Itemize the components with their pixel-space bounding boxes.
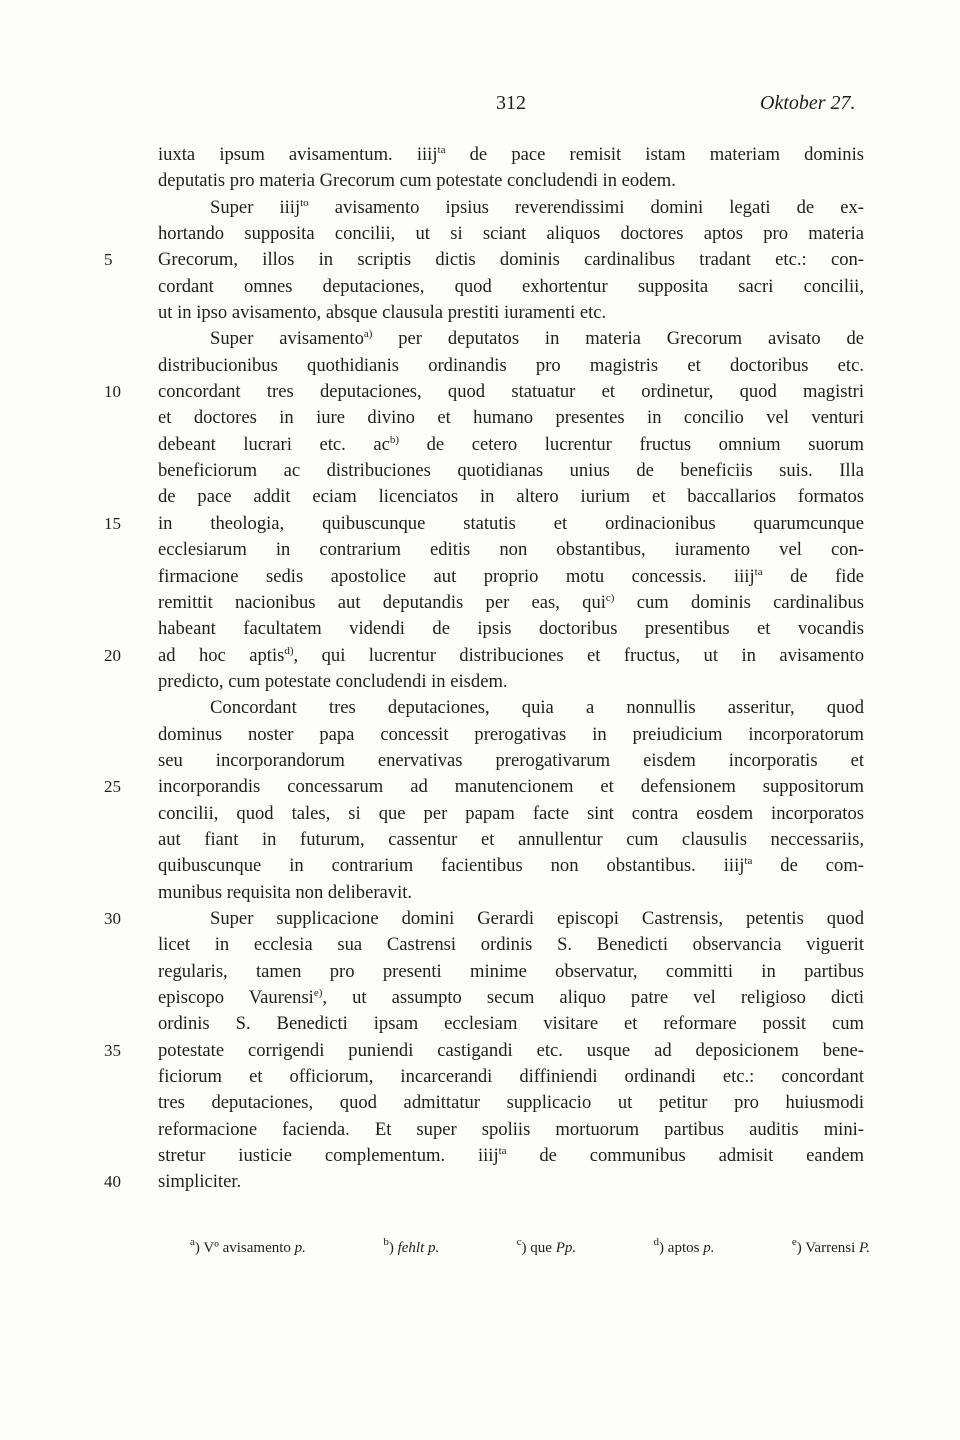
text-line [158,590,864,616]
footnotes [190,1236,870,1257]
line-number: 40 [104,1172,121,1192]
italic-text: fehlt p. [397,1240,440,1256]
footnote: $^a$) Vº avisamento p. [190,1236,306,1256]
text-run: licet in ecclesia sua Castrensi ordinis S. Benedicti observancia viguerit [158,934,864,956]
text-run: que [530,1240,556,1256]
text-run: incorporandis concessarum ad manutencionem et defensionem suppositorum [158,776,864,798]
text-line [158,1143,864,1169]
text-run: tres deputaciones, quod admittatur supplicacio ut petitur pro huiusmodi [158,1092,864,1114]
text-run: , qui lucrentur distribuciones et fructus, ut in avisamento [293,644,864,666]
text-run: Vº avisamento [203,1240,295,1256]
text-run: Grecorum, illos in scriptis dictis dominis cardinalibus tradant etc.: con- [158,249,864,271]
text-run: de cetero lucrentur fructus omnium suorum [399,433,864,455]
line-number: 15 [104,513,121,533]
text-line [158,142,864,168]
text-line [104,643,864,669]
superscript: c) [605,591,615,604]
text-line [158,537,864,563]
text-line [158,300,864,326]
text-run: de communibus admisit eandem [506,1145,864,1167]
text-line [158,880,864,906]
text-run: ficiorum et officiorum, incarcerandi diffiniendi ordinandi etc.: concordant [158,1066,864,1088]
text-run: iuxta ipsum avisamentum. iiij [158,144,438,165]
text-line [104,774,864,800]
text-line [158,669,864,695]
text-run: concordant tres deputaciones, quod statuatur et ordinetur, quod magistri [158,381,864,403]
text-line [158,564,864,590]
text-run: Super supplicacione domini Gerardi episcopi Castrensis, petentis quod [210,907,864,929]
text-run: aut fiant in futurum, cassentur et annullentur cum clausulis neccessariis, [158,828,864,850]
text-run: ordinis S. Benedicti ipsam ecclesiam visitare et reformare possit cum [158,1013,864,1035]
text-line [158,932,864,958]
text-run: de pace remisit istam materiam dominis [445,144,864,165]
line-number: 5 [104,250,113,270]
footnote: $^e$) Varrensi P. [791,1236,870,1256]
footnote: $^c$) que Pp. [516,1236,577,1256]
text-run: predicto, cum potestate concludendi in eisdem. [158,670,508,692]
line-number: 30 [104,908,121,928]
text-run: reformacione facienda. Et super spoliis mortuorum partibus auditis mini- [158,1118,864,1140]
text-run: de pace addit eciam licenciatos in altero iurium et baccallarios formatos [158,486,864,508]
footnote-mark: a [190,1236,195,1248]
text-run: distribucionibus quothidianis ordinandis pro magistris et doctoribus etc. [158,354,864,376]
running-head: Oktober 27. [760,92,856,114]
text-run: munibus requisita non deliberavit. [158,881,413,903]
footnote-mark: b [383,1236,389,1248]
text-run: quibuscunque in contrarium facientibus non obstantibus. iiij [158,855,745,877]
text-line [158,168,864,194]
text-line [158,616,864,642]
text-run: regularis, tamen pro presenti minime observatur, committi in partibus [158,960,864,982]
text-run: ecclesiarum in contrarium editis non obstantibus, iuramento vel con- [158,539,864,561]
text-run: firmacione sedis apostolice aut proprio motu concessis. iiij [158,565,755,587]
text-line [158,458,864,484]
text-line [104,1169,864,1195]
line-number: 25 [104,777,121,797]
superscript: to [300,196,309,209]
superscript: a) [363,328,373,341]
text-run: deputatis pro materia Grecorum cum potestate concludendi in eodem. [158,170,676,192]
superscript: ta [744,855,753,868]
line-number: 20 [104,645,121,665]
text-run: ut in ipso avisamento, absque clausula prestiti iuramenti etc. [158,302,607,324]
text-line [158,722,864,748]
page-number: 312 [496,92,526,114]
italic-text: p. [703,1240,715,1256]
body-text [104,142,865,1196]
line-number: 10 [104,382,121,402]
text-run: , ut assumpto secum aliquo patre vel religioso dicti [322,987,865,1008]
text-line [158,1011,864,1037]
text-run: beneficiorum ac distribuciones quotidianas unius de beneficiis suis. Illa [158,460,864,482]
page-header [0,92,960,122]
text-run: Super iiij [210,196,301,218]
text-line [158,221,864,247]
text-line [158,801,864,827]
text-line [158,484,864,510]
text-run: in theologia, quibuscunque statutis et ordinacionibus quarumcunque [158,512,864,534]
text-line [158,326,864,352]
text-run: cordant omnes deputaciones, quod exhortentur supposita sacri concilii, [158,275,864,297]
text-run: Super avisamento [210,328,364,350]
footnote-mark: d [653,1236,660,1248]
text-line [104,379,864,405]
text-line [158,985,864,1011]
text-line [158,432,864,458]
text-run: remittit nacionibus aut deputandis per eas, qui [158,591,606,613]
footnote-mark: e [791,1236,797,1248]
text-run: episcopo Vaurensi [158,987,314,1008]
superscript: ta [498,1145,507,1158]
superscript: ta [754,565,763,578]
superscript: d) [284,644,294,657]
text-run: Varrensi [805,1240,859,1256]
text-line [104,511,864,537]
footnote: $^d$) aptos p. [653,1236,715,1256]
text-run: potestate corrigendi puniendi castigandi etc. usque ad deposicionem bene- [158,1039,864,1061]
text-run: de com- [752,855,864,877]
text-run: Concordant tres deputaciones, quia a nonnullis asseritur, quod [210,697,864,719]
line-number: 35 [104,1040,121,1060]
text-run: debeant lucrari etc. ac [158,433,390,455]
text-line [158,959,864,985]
italic-text: P. [858,1240,870,1256]
text-run: simpliciter. [158,1171,242,1193]
text-line [104,1038,864,1064]
text-run: hortando supposita concilii, ut si sciant aliquos doctores aptos pro materia [158,223,864,245]
text-line [158,195,864,221]
text-line [158,274,864,300]
text-run: aptos [667,1240,704,1256]
italic-text: Pp. [555,1240,577,1256]
text-line [158,353,864,379]
text-line [158,748,864,774]
text-run: concilii, quod tales, si que per papam facte sint contra eosdem incorporatos [158,802,864,824]
text-run: dominus noster papa concessit prerogativas in preiudicium incorporatorum [158,723,864,745]
text-run: seu incorporandorum enervativas prerogativarum eisdem incorporatis et [158,749,864,771]
footnote: $^b$) fehlt p. [383,1236,440,1256]
text-line [158,827,864,853]
text-line [158,695,864,721]
text-run: per deputatos in materia Grecorum avisato de [372,328,864,350]
text-line [158,1117,864,1143]
text-line [158,1064,864,1090]
text-line [104,247,864,273]
text-line [158,1090,864,1116]
text-run: stretur iusticie complementum. iiij [158,1145,499,1167]
text-run: avisamento ipsius reverendissimi domini legati de ex- [308,196,864,218]
text-run: cum dominis cardinalibus [614,591,864,613]
superscript: ta [437,144,446,156]
text-run: de fide [762,565,864,587]
superscript: e) [313,987,323,999]
text-line [104,906,864,932]
text-run: ad hoc aptis [158,644,285,666]
text-run: et doctores in iure divino et humano presentes in concilio vel venturi [158,407,864,429]
superscript: b) [389,433,400,446]
footnote-mark: c [516,1236,522,1248]
text-line [158,405,864,431]
text-run: habeant facultatem videndi de ipsis doctoribus presentibus et vocandis [158,618,864,640]
italic-text: p. [294,1240,306,1256]
text-line [158,853,864,879]
